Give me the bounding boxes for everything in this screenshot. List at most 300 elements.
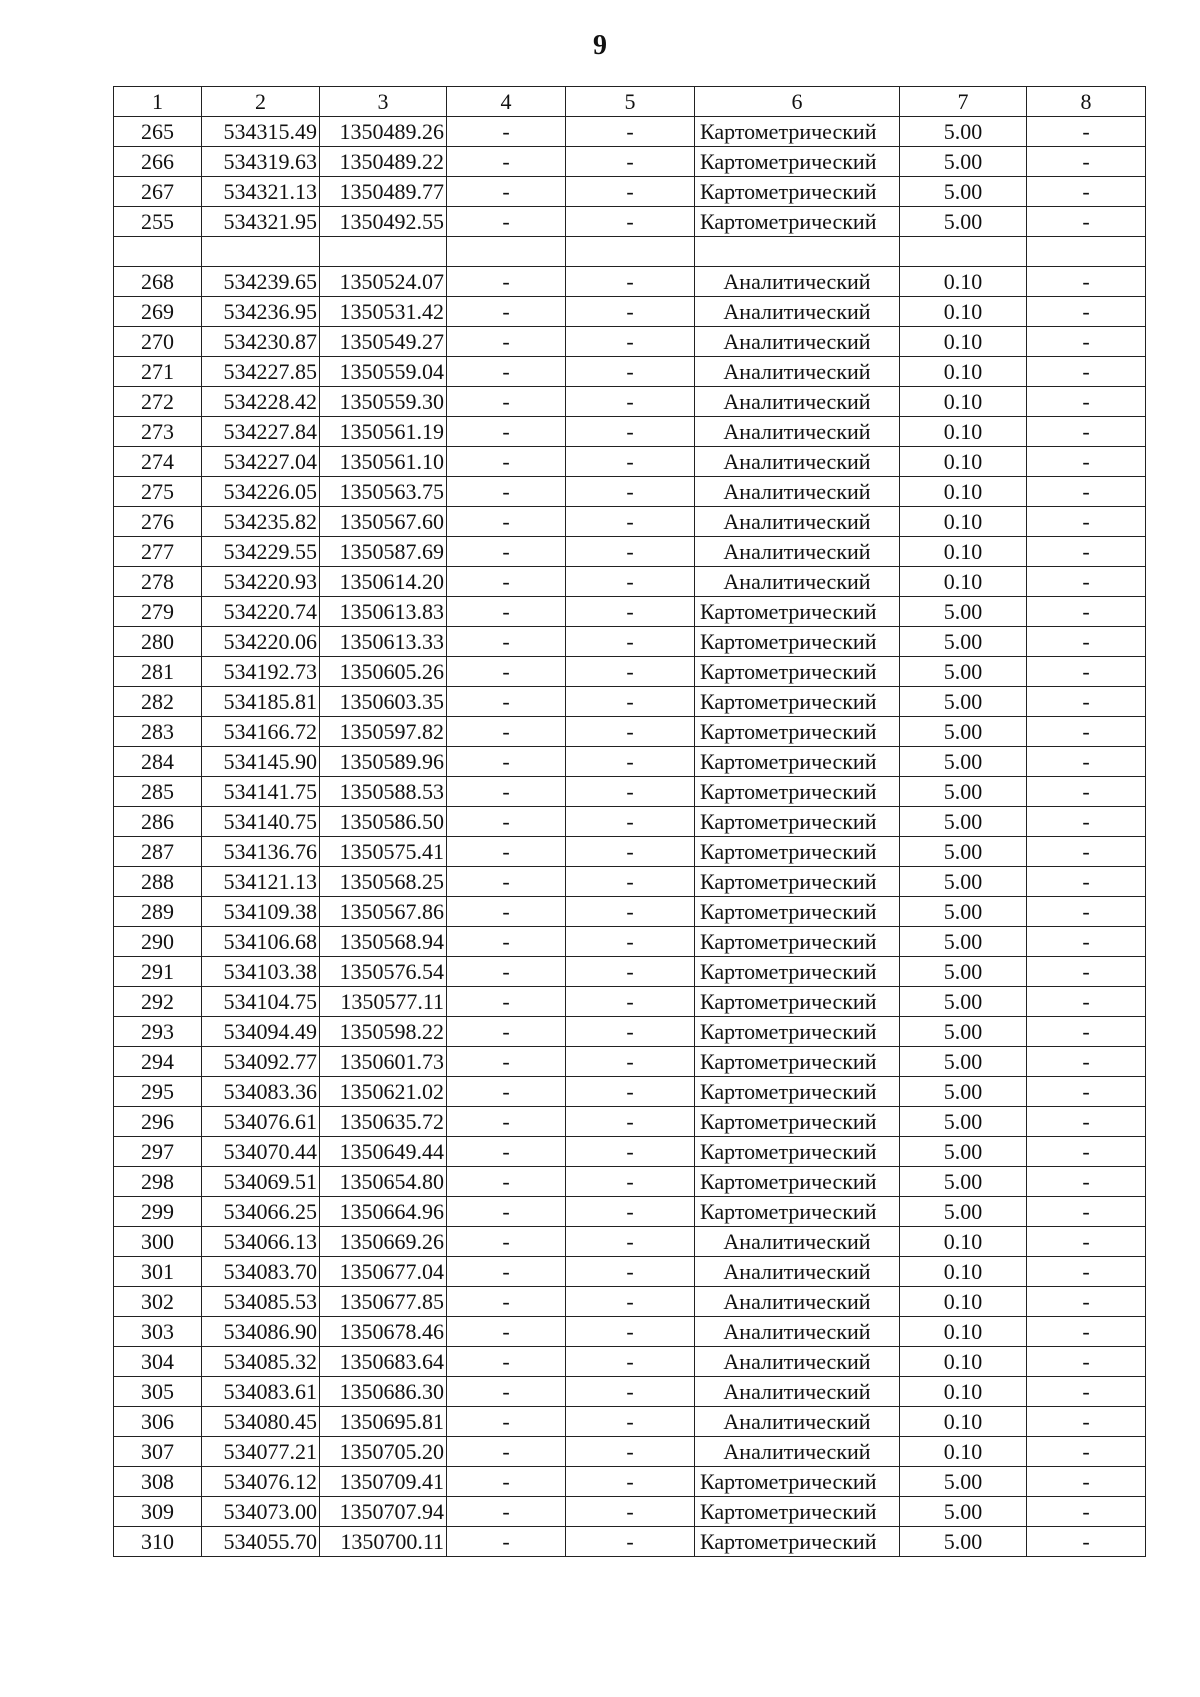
accuracy-cell: 5.00 (900, 117, 1027, 147)
y-coordinate-cell: 1350563.75 (320, 477, 447, 507)
col4-value-cell: - (447, 897, 566, 927)
x-coordinate-cell: 534086.90 (202, 1317, 320, 1347)
col4-value-cell: - (447, 477, 566, 507)
point-number-cell: 284 (114, 747, 202, 777)
x-coordinate-cell: 534076.61 (202, 1107, 320, 1137)
table-row (114, 1257, 1146, 1287)
method-cell: Картометрический (695, 807, 900, 837)
table-row (114, 1437, 1146, 1467)
col4-value-cell (447, 237, 566, 267)
point-number-cell: 266 (114, 147, 202, 177)
col5-value-cell: - (566, 297, 695, 327)
accuracy-cell: 0.10 (900, 1317, 1027, 1347)
col5-value-cell: - (566, 987, 695, 1017)
col5-value-cell: - (566, 747, 695, 777)
accuracy-cell (900, 237, 1027, 267)
column-header-2: 2 (202, 87, 320, 117)
col8-value-cell: - (1027, 1107, 1146, 1137)
column-header-3: 3 (320, 87, 447, 117)
method-cell: Аналитический (695, 267, 900, 297)
x-coordinate-cell: 534140.75 (202, 807, 320, 837)
col8-value-cell: - (1027, 1497, 1146, 1527)
method-cell: Картометрический (695, 1077, 900, 1107)
table-row (114, 747, 1146, 777)
col5-value-cell: - (566, 897, 695, 927)
col8-value-cell: - (1027, 447, 1146, 477)
y-coordinate-cell: 1350587.69 (320, 537, 447, 567)
point-number-cell: 304 (114, 1347, 202, 1377)
x-coordinate-cell: 534227.04 (202, 447, 320, 477)
col8-value-cell: - (1027, 1347, 1146, 1377)
method-cell: Картометрический (695, 747, 900, 777)
col8-value-cell: - (1027, 1077, 1146, 1107)
point-number-cell: 270 (114, 327, 202, 357)
x-coordinate-cell: 534319.63 (202, 147, 320, 177)
method-cell: Аналитический (695, 567, 900, 597)
accuracy-cell: 5.00 (900, 747, 1027, 777)
table-row (114, 1227, 1146, 1257)
x-coordinate-cell: 534236.95 (202, 297, 320, 327)
accuracy-cell: 0.10 (900, 537, 1027, 567)
x-coordinate-cell: 534083.61 (202, 1377, 320, 1407)
method-cell: Картометрический (695, 597, 900, 627)
col8-value-cell: - (1027, 717, 1146, 747)
y-coordinate-cell: 1350559.04 (320, 357, 447, 387)
x-coordinate-cell: 534080.45 (202, 1407, 320, 1437)
col5-value-cell: - (566, 117, 695, 147)
table-row (114, 327, 1146, 357)
col5-value-cell: - (566, 327, 695, 357)
method-cell: Аналитический (695, 477, 900, 507)
col5-value-cell: - (566, 207, 695, 237)
accuracy-cell: 0.10 (900, 1227, 1027, 1257)
y-coordinate-cell: 1350577.11 (320, 987, 447, 1017)
x-coordinate-cell: 534321.13 (202, 177, 320, 207)
point-number-cell: 302 (114, 1287, 202, 1317)
point-number-cell (114, 237, 202, 267)
x-coordinate-cell: 534235.82 (202, 507, 320, 537)
col4-value-cell: - (447, 177, 566, 207)
table-row (114, 1497, 1146, 1527)
table-row (114, 1017, 1146, 1047)
page-number: 9 (593, 30, 607, 61)
col5-value-cell: - (566, 387, 695, 417)
point-number-cell: 295 (114, 1077, 202, 1107)
col8-value-cell: - (1027, 627, 1146, 657)
col5-value-cell: - (566, 717, 695, 747)
y-coordinate-cell: 1350677.85 (320, 1287, 447, 1317)
point-number-cell: 308 (114, 1467, 202, 1497)
y-coordinate-cell: 1350614.20 (320, 567, 447, 597)
col8-value-cell: - (1027, 1317, 1146, 1347)
point-number-cell: 307 (114, 1437, 202, 1467)
col5-value-cell: - (566, 357, 695, 387)
method-cell: Картометрический (695, 927, 900, 957)
column-header-5: 5 (566, 87, 695, 117)
col5-value-cell: - (566, 1167, 695, 1197)
x-coordinate-cell: 534239.65 (202, 267, 320, 297)
point-number-cell: 310 (114, 1527, 202, 1557)
col8-value-cell: - (1027, 777, 1146, 807)
col5-value-cell: - (566, 147, 695, 177)
col5-value-cell (566, 237, 695, 267)
table-row (114, 267, 1146, 297)
col8-value-cell: - (1027, 1047, 1146, 1077)
x-coordinate-cell: 534070.44 (202, 1137, 320, 1167)
table-row (114, 1527, 1146, 1557)
point-number-cell: 298 (114, 1167, 202, 1197)
x-coordinate-cell: 534192.73 (202, 657, 320, 687)
y-coordinate-cell: 1350588.53 (320, 777, 447, 807)
col4-value-cell: - (447, 567, 566, 597)
col5-value-cell: - (566, 1017, 695, 1047)
col5-value-cell: - (566, 1257, 695, 1287)
y-coordinate-cell: 1350489.77 (320, 177, 447, 207)
col8-value-cell (1027, 237, 1146, 267)
accuracy-cell: 5.00 (900, 657, 1027, 687)
accuracy-cell: 0.10 (900, 567, 1027, 597)
col4-value-cell: - (447, 1287, 566, 1317)
table-row (114, 1197, 1146, 1227)
point-number-cell: 294 (114, 1047, 202, 1077)
y-coordinate-cell (320, 237, 447, 267)
y-coordinate-cell: 1350707.94 (320, 1497, 447, 1527)
point-number-cell: 286 (114, 807, 202, 837)
accuracy-cell: 0.10 (900, 297, 1027, 327)
x-coordinate-cell: 534145.90 (202, 747, 320, 777)
table-row (114, 237, 1146, 267)
accuracy-cell: 5.00 (900, 627, 1027, 657)
x-coordinate-cell: 534226.05 (202, 477, 320, 507)
table-row (114, 837, 1146, 867)
y-coordinate-cell: 1350531.42 (320, 297, 447, 327)
point-number-cell: 268 (114, 267, 202, 297)
y-coordinate-cell: 1350649.44 (320, 1137, 447, 1167)
col4-value-cell: - (447, 207, 566, 237)
y-coordinate-cell: 1350598.22 (320, 1017, 447, 1047)
col8-value-cell: - (1027, 1167, 1146, 1197)
accuracy-cell: 5.00 (900, 897, 1027, 927)
point-number-cell: 275 (114, 477, 202, 507)
x-coordinate-cell: 534229.55 (202, 537, 320, 567)
col5-value-cell: - (566, 1467, 695, 1497)
x-coordinate-cell: 534104.75 (202, 987, 320, 1017)
y-coordinate-cell: 1350489.26 (320, 117, 447, 147)
x-coordinate-cell: 534141.75 (202, 777, 320, 807)
accuracy-cell: 0.10 (900, 267, 1027, 297)
col4-value-cell: - (447, 657, 566, 687)
method-cell: Картометрический (695, 207, 900, 237)
accuracy-cell: 5.00 (900, 777, 1027, 807)
x-coordinate-cell: 534055.70 (202, 1527, 320, 1557)
method-cell: Картометрический (695, 1167, 900, 1197)
table-row (114, 1167, 1146, 1197)
col4-value-cell: - (447, 597, 566, 627)
col4-value-cell: - (447, 1347, 566, 1377)
col8-value-cell: - (1027, 297, 1146, 327)
table-row (114, 597, 1146, 627)
col5-value-cell: - (566, 807, 695, 837)
point-number-cell: 306 (114, 1407, 202, 1437)
y-coordinate-cell: 1350601.73 (320, 1047, 447, 1077)
y-coordinate-cell: 1350586.50 (320, 807, 447, 837)
col4-value-cell: - (447, 507, 566, 537)
x-coordinate-cell: 534076.12 (202, 1467, 320, 1497)
x-coordinate-cell: 534066.25 (202, 1197, 320, 1227)
y-coordinate-cell: 1350524.07 (320, 267, 447, 297)
col8-value-cell: - (1027, 1227, 1146, 1257)
col5-value-cell: - (566, 927, 695, 957)
y-coordinate-cell: 1350575.41 (320, 837, 447, 867)
col4-value-cell: - (447, 417, 566, 447)
accuracy-cell: 5.00 (900, 807, 1027, 837)
accuracy-cell: 5.00 (900, 927, 1027, 957)
method-cell: Картометрический (695, 687, 900, 717)
x-coordinate-cell: 534220.06 (202, 627, 320, 657)
col4-value-cell: - (447, 1257, 566, 1287)
col4-value-cell: - (447, 1497, 566, 1527)
y-coordinate-cell: 1350621.02 (320, 1077, 447, 1107)
col5-value-cell: - (566, 177, 695, 207)
method-cell: Картометрический (695, 657, 900, 687)
col8-value-cell: - (1027, 747, 1146, 777)
point-number-cell: 309 (114, 1497, 202, 1527)
col8-value-cell: - (1027, 1197, 1146, 1227)
col4-value-cell: - (447, 327, 566, 357)
col8-value-cell: - (1027, 807, 1146, 837)
col8-value-cell: - (1027, 567, 1146, 597)
x-coordinate-cell: 534092.77 (202, 1047, 320, 1077)
method-cell: Картометрический (695, 957, 900, 987)
point-number-cell: 287 (114, 837, 202, 867)
column-header-1: 1 (114, 87, 202, 117)
accuracy-cell: 5.00 (900, 1467, 1027, 1497)
point-number-cell: 272 (114, 387, 202, 417)
y-coordinate-cell: 1350678.46 (320, 1317, 447, 1347)
point-number-cell: 299 (114, 1197, 202, 1227)
point-number-cell: 273 (114, 417, 202, 447)
method-cell: Аналитический (695, 1317, 900, 1347)
col4-value-cell: - (447, 1077, 566, 1107)
point-number-cell: 301 (114, 1257, 202, 1287)
accuracy-cell: 0.10 (900, 507, 1027, 537)
point-number-cell: 305 (114, 1377, 202, 1407)
method-cell: Аналитический (695, 1437, 900, 1467)
method-cell: Аналитический (695, 327, 900, 357)
y-coordinate-cell: 1350567.86 (320, 897, 447, 927)
table-row (114, 777, 1146, 807)
y-coordinate-cell: 1350489.22 (320, 147, 447, 177)
table-row (114, 897, 1146, 927)
point-number-cell: 296 (114, 1107, 202, 1137)
x-coordinate-cell: 534228.42 (202, 387, 320, 417)
col4-value-cell: - (447, 1467, 566, 1497)
method-cell: Картометрический (695, 1047, 900, 1077)
col4-value-cell: - (447, 267, 566, 297)
table-row (114, 1407, 1146, 1437)
y-coordinate-cell: 1350635.72 (320, 1107, 447, 1137)
table-row (114, 927, 1146, 957)
column-header-8: 8 (1027, 87, 1146, 117)
col8-value-cell: - (1027, 537, 1146, 567)
accuracy-cell: 0.10 (900, 1377, 1027, 1407)
col8-value-cell: - (1027, 1467, 1146, 1497)
method-cell: Аналитический (695, 357, 900, 387)
col5-value-cell: - (566, 1347, 695, 1377)
accuracy-cell: 5.00 (900, 1137, 1027, 1167)
accuracy-cell: 5.00 (900, 1047, 1027, 1077)
y-coordinate-cell: 1350664.96 (320, 1197, 447, 1227)
col8-value-cell: - (1027, 1437, 1146, 1467)
x-coordinate-cell: 534094.49 (202, 1017, 320, 1047)
col4-value-cell: - (447, 717, 566, 747)
point-number-cell: 303 (114, 1317, 202, 1347)
table-row (114, 1077, 1146, 1107)
point-number-cell: 281 (114, 657, 202, 687)
col5-value-cell: - (566, 687, 695, 717)
point-number-cell: 297 (114, 1137, 202, 1167)
col8-value-cell: - (1027, 417, 1146, 447)
accuracy-cell: 0.10 (900, 1437, 1027, 1467)
method-cell: Аналитический (695, 1407, 900, 1437)
col8-value-cell: - (1027, 387, 1146, 417)
point-number-cell: 274 (114, 447, 202, 477)
col4-value-cell: - (447, 1167, 566, 1197)
table-row (114, 117, 1146, 147)
table-row (114, 417, 1146, 447)
y-coordinate-cell: 1350654.80 (320, 1167, 447, 1197)
accuracy-cell: 5.00 (900, 207, 1027, 237)
accuracy-cell: 5.00 (900, 177, 1027, 207)
col4-value-cell: - (447, 987, 566, 1017)
method-cell: Аналитический (695, 1227, 900, 1257)
accuracy-cell: 5.00 (900, 957, 1027, 987)
x-coordinate-cell: 534121.13 (202, 867, 320, 897)
x-coordinate-cell: 534166.72 (202, 717, 320, 747)
point-number-cell: 290 (114, 927, 202, 957)
x-coordinate-cell: 534185.81 (202, 687, 320, 717)
table-body (114, 117, 1146, 1557)
x-coordinate-cell: 534227.85 (202, 357, 320, 387)
point-number-cell: 282 (114, 687, 202, 717)
table-row (114, 867, 1146, 897)
method-cell: Картометрический (695, 1497, 900, 1527)
header-row (114, 87, 1146, 117)
col4-value-cell: - (447, 1437, 566, 1467)
table-row (114, 627, 1146, 657)
point-number-cell: 279 (114, 597, 202, 627)
point-number-cell: 291 (114, 957, 202, 987)
col8-value-cell: - (1027, 267, 1146, 297)
col4-value-cell: - (447, 117, 566, 147)
accuracy-cell: 0.10 (900, 1347, 1027, 1377)
accuracy-cell: 0.10 (900, 447, 1027, 477)
col4-value-cell: - (447, 1407, 566, 1437)
y-coordinate-cell: 1350613.83 (320, 597, 447, 627)
method-cell: Картометрический (695, 897, 900, 927)
col5-value-cell: - (566, 1497, 695, 1527)
method-cell: Картометрический (695, 117, 900, 147)
col4-value-cell: - (447, 627, 566, 657)
table-row (114, 1467, 1146, 1497)
col5-value-cell: - (566, 417, 695, 447)
point-number-cell: 276 (114, 507, 202, 537)
x-coordinate-cell: 534085.53 (202, 1287, 320, 1317)
x-coordinate-cell (202, 237, 320, 267)
coordinates-table (113, 86, 1146, 1557)
col5-value-cell: - (566, 1137, 695, 1167)
y-coordinate-cell: 1350603.35 (320, 687, 447, 717)
table-row (114, 567, 1146, 597)
col5-value-cell: - (566, 1407, 695, 1437)
table-row (114, 177, 1146, 207)
col4-value-cell: - (447, 1317, 566, 1347)
method-cell: Картометрический (695, 1527, 900, 1557)
y-coordinate-cell: 1350568.25 (320, 867, 447, 897)
col5-value-cell: - (566, 1227, 695, 1257)
accuracy-cell: 5.00 (900, 1167, 1027, 1197)
y-coordinate-cell: 1350683.64 (320, 1347, 447, 1377)
point-number-cell: 288 (114, 867, 202, 897)
y-coordinate-cell: 1350576.54 (320, 957, 447, 987)
accuracy-cell: 0.10 (900, 357, 1027, 387)
method-cell: Картометрический (695, 987, 900, 1017)
y-coordinate-cell: 1350492.55 (320, 207, 447, 237)
col4-value-cell: - (447, 447, 566, 477)
y-coordinate-cell: 1350561.19 (320, 417, 447, 447)
col4-value-cell: - (447, 1377, 566, 1407)
method-cell (695, 237, 900, 267)
col4-value-cell: - (447, 867, 566, 897)
col4-value-cell: - (447, 687, 566, 717)
col8-value-cell: - (1027, 357, 1146, 387)
col5-value-cell: - (566, 1437, 695, 1467)
col8-value-cell: - (1027, 867, 1146, 897)
method-cell: Картометрический (695, 837, 900, 867)
accuracy-cell: 0.10 (900, 1407, 1027, 1437)
table-row (114, 1137, 1146, 1167)
method-cell: Аналитический (695, 417, 900, 447)
column-header-4: 4 (447, 87, 566, 117)
col4-value-cell: - (447, 1227, 566, 1257)
method-cell: Аналитический (695, 1257, 900, 1287)
col4-value-cell: - (447, 1137, 566, 1167)
x-coordinate-cell: 534227.84 (202, 417, 320, 447)
x-coordinate-cell: 534085.32 (202, 1347, 320, 1377)
point-number-cell: 289 (114, 897, 202, 927)
accuracy-cell: 5.00 (900, 1497, 1027, 1527)
accuracy-cell: 0.10 (900, 477, 1027, 507)
y-coordinate-cell: 1350559.30 (320, 387, 447, 417)
col8-value-cell: - (1027, 897, 1146, 927)
col5-value-cell: - (566, 1317, 695, 1347)
col5-value-cell: - (566, 1287, 695, 1317)
x-coordinate-cell: 534230.87 (202, 327, 320, 357)
col5-value-cell: - (566, 1377, 695, 1407)
method-cell: Картометрический (695, 867, 900, 897)
method-cell: Аналитический (695, 297, 900, 327)
y-coordinate-cell: 1350695.81 (320, 1407, 447, 1437)
col4-value-cell: - (447, 387, 566, 417)
col5-value-cell: - (566, 507, 695, 537)
y-coordinate-cell: 1350709.41 (320, 1467, 447, 1497)
col5-value-cell: - (566, 1197, 695, 1227)
y-coordinate-cell: 1350568.94 (320, 927, 447, 957)
y-coordinate-cell: 1350705.20 (320, 1437, 447, 1467)
x-coordinate-cell: 534321.95 (202, 207, 320, 237)
point-number-cell: 267 (114, 177, 202, 207)
col5-value-cell: - (566, 777, 695, 807)
